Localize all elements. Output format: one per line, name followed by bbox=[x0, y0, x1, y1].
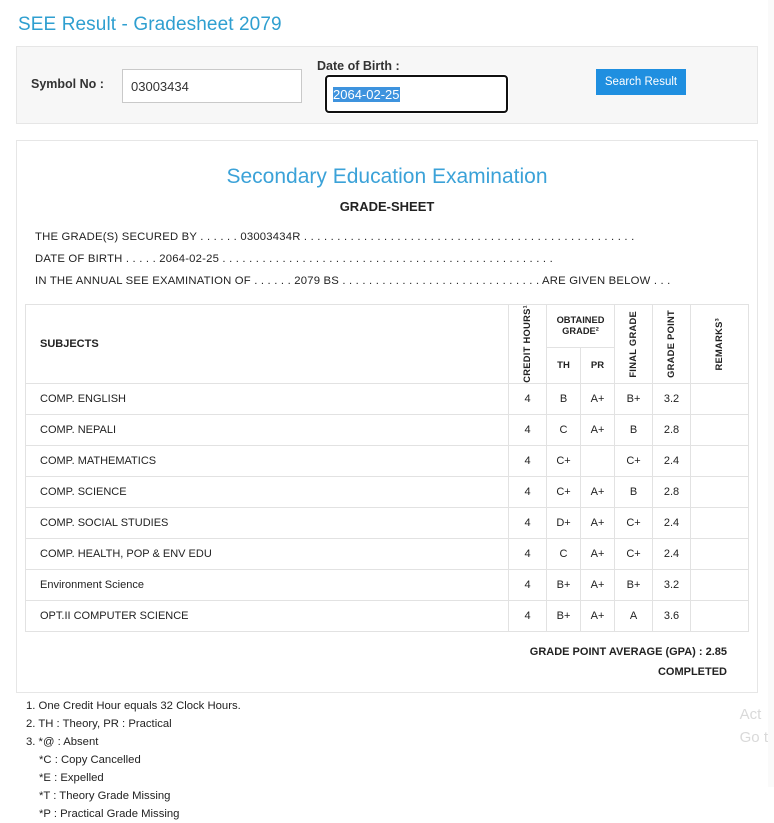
cell-subject: COMP. SOCIAL STUDIES bbox=[26, 507, 509, 538]
cell-pr: A+ bbox=[581, 507, 615, 538]
cell-final: C+ bbox=[615, 538, 653, 569]
watermark-line-2: Go t bbox=[739, 728, 768, 746]
cell-point: 3.2 bbox=[653, 569, 691, 600]
gpa-line: GRADE POINT AVERAGE (GPA) : 2.85 bbox=[529, 645, 727, 658]
header-pr: PR bbox=[581, 348, 615, 384]
status-line: COMPLETED bbox=[657, 665, 727, 678]
cell-subject: COMP. ENGLISH bbox=[26, 383, 509, 414]
cell-remarks bbox=[691, 507, 749, 538]
right-edge-strip bbox=[768, 0, 774, 787]
cell-credit: 4 bbox=[509, 569, 547, 600]
cell-credit: 4 bbox=[509, 476, 547, 507]
header-remarks-text: REMARKS³ bbox=[714, 317, 725, 371]
cell-final: A bbox=[615, 600, 653, 631]
cell-remarks bbox=[691, 414, 749, 445]
table-row bbox=[26, 600, 749, 631]
date-of-birth-label: Date of Birth : bbox=[317, 59, 400, 73]
header-final-grade-text: FINAL GRADE bbox=[628, 310, 639, 378]
search-result-button[interactable]: Search Result bbox=[596, 69, 686, 95]
cell-th: B bbox=[547, 383, 581, 414]
cell-pr: A+ bbox=[581, 569, 615, 600]
cell-subject: COMP. MATHEMATICS bbox=[26, 445, 509, 476]
table-row bbox=[26, 476, 749, 507]
cell-subject: COMP. HEALTH, POP & ENV EDU bbox=[26, 538, 509, 569]
footnote-expelled: *E : Expelled bbox=[39, 771, 104, 784]
grades-table-body bbox=[26, 383, 749, 631]
header-final-grade bbox=[615, 305, 653, 384]
footnote-copy-cancelled: *C : Copy Cancelled bbox=[39, 753, 141, 766]
table-row bbox=[26, 507, 749, 538]
cell-point: 2.4 bbox=[653, 445, 691, 476]
table-row bbox=[26, 445, 749, 476]
cell-subject: COMP. NEPALI bbox=[26, 414, 509, 445]
cell-pr: A+ bbox=[581, 383, 615, 414]
footnote-3: 3. *@ : Absent bbox=[26, 735, 99, 748]
cell-th: C+ bbox=[547, 445, 581, 476]
cell-final: C+ bbox=[615, 445, 653, 476]
header-th: TH bbox=[547, 348, 581, 384]
cell-credit: 4 bbox=[509, 414, 547, 445]
page-title: SEE Result - Gradesheet 2079 bbox=[18, 14, 282, 35]
exam-title: Secondary Education Examination bbox=[226, 165, 548, 188]
cell-credit: 4 bbox=[509, 600, 547, 631]
info-line-exam-year: IN THE ANNUAL SEE EXAMINATION OF . . . . . . 2079 BS . . . . . . . . . . . . . . . . . . . . . . . . . . . . . . ARE GIVEN BELOW . . . bbox=[35, 275, 671, 287]
date-of-birth-input[interactable] bbox=[325, 75, 508, 113]
header-obtained-grade: OBTAINED GRADE² bbox=[547, 305, 615, 348]
table-row bbox=[26, 383, 749, 414]
cell-pr: A+ bbox=[581, 600, 615, 631]
footnotes bbox=[0, 693, 774, 823]
header-grade-point-text: GRADE POINT bbox=[666, 309, 677, 378]
header-credit-hours bbox=[509, 305, 547, 384]
cell-th: C bbox=[547, 414, 581, 445]
cell-credit: 4 bbox=[509, 507, 547, 538]
info-line-date-of-birth: DATE OF BIRTH . . . . . 2064-02-25 . . . . . . . . . . . . . . . . . . . . . . . . . . . . . . . . . . . . . . . . . . . . . . . . . . bbox=[35, 253, 553, 265]
cell-subject: Environment Science bbox=[26, 569, 509, 600]
table-row bbox=[26, 569, 749, 600]
footnote-1: 1. One Credit Hour equals 32 Clock Hours. bbox=[26, 699, 241, 712]
table-header-row bbox=[26, 305, 749, 348]
cell-remarks bbox=[691, 383, 749, 414]
header-remarks bbox=[691, 305, 749, 384]
cell-remarks bbox=[691, 445, 749, 476]
cell-pr: A+ bbox=[581, 414, 615, 445]
cell-credit: 4 bbox=[509, 383, 547, 414]
cell-final: B bbox=[615, 476, 653, 507]
symbol-no-label: Symbol No : bbox=[31, 77, 104, 91]
cell-th: C bbox=[547, 538, 581, 569]
cell-final: B+ bbox=[615, 569, 653, 600]
cell-point: 2.8 bbox=[653, 414, 691, 445]
cell-credit: 4 bbox=[509, 538, 547, 569]
footnote-2: 2. TH : Theory, PR : Practical bbox=[26, 717, 172, 730]
cell-remarks bbox=[691, 538, 749, 569]
cell-point: 2.4 bbox=[653, 538, 691, 569]
symbol-no-input[interactable] bbox=[122, 69, 302, 103]
cell-final: B bbox=[615, 414, 653, 445]
cell-point: 2.4 bbox=[653, 507, 691, 538]
cell-pr bbox=[581, 445, 615, 476]
cell-subject: OPT.II COMPUTER SCIENCE bbox=[26, 600, 509, 631]
watermark-line-1: Act bbox=[739, 706, 762, 723]
result-panel bbox=[16, 140, 758, 693]
cell-final: C+ bbox=[615, 507, 653, 538]
cell-subject: COMP. SCIENCE bbox=[26, 476, 509, 507]
header-credit-hours-text: CREDIT HOURS¹ bbox=[522, 305, 533, 383]
table-row bbox=[26, 538, 749, 569]
cell-th: D+ bbox=[547, 507, 581, 538]
footnote-theory-missing: *T : Theory Grade Missing bbox=[39, 789, 171, 802]
cell-th: B+ bbox=[547, 569, 581, 600]
cell-th: C+ bbox=[547, 476, 581, 507]
cell-pr: A+ bbox=[581, 476, 615, 507]
header-grade-point bbox=[653, 305, 691, 384]
table-row bbox=[26, 414, 749, 445]
cell-point: 2.8 bbox=[653, 476, 691, 507]
cell-remarks bbox=[691, 600, 749, 631]
cell-th: B+ bbox=[547, 600, 581, 631]
cell-remarks bbox=[691, 569, 749, 600]
cell-remarks bbox=[691, 476, 749, 507]
info-line-grades-secured: THE GRADE(S) SECURED BY . . . . . . 03003434R . . . . . . . . . . . . . . . . . . . . . . . . . . . . . . . . . . . . . . . . . . . . . . . . . . bbox=[35, 231, 635, 243]
cell-point: 3.6 bbox=[653, 600, 691, 631]
cell-final: B+ bbox=[615, 383, 653, 414]
search-panel bbox=[16, 46, 758, 124]
cell-pr: A+ bbox=[581, 538, 615, 569]
header-subjects: SUBJECTS bbox=[26, 305, 509, 384]
cell-point: 3.2 bbox=[653, 383, 691, 414]
grades-table bbox=[25, 304, 749, 632]
grade-sheet-title: GRADE-SHEET bbox=[339, 199, 435, 214]
cell-credit: 4 bbox=[509, 445, 547, 476]
footnote-practical-missing: *P : Practical Grade Missing bbox=[39, 807, 180, 820]
